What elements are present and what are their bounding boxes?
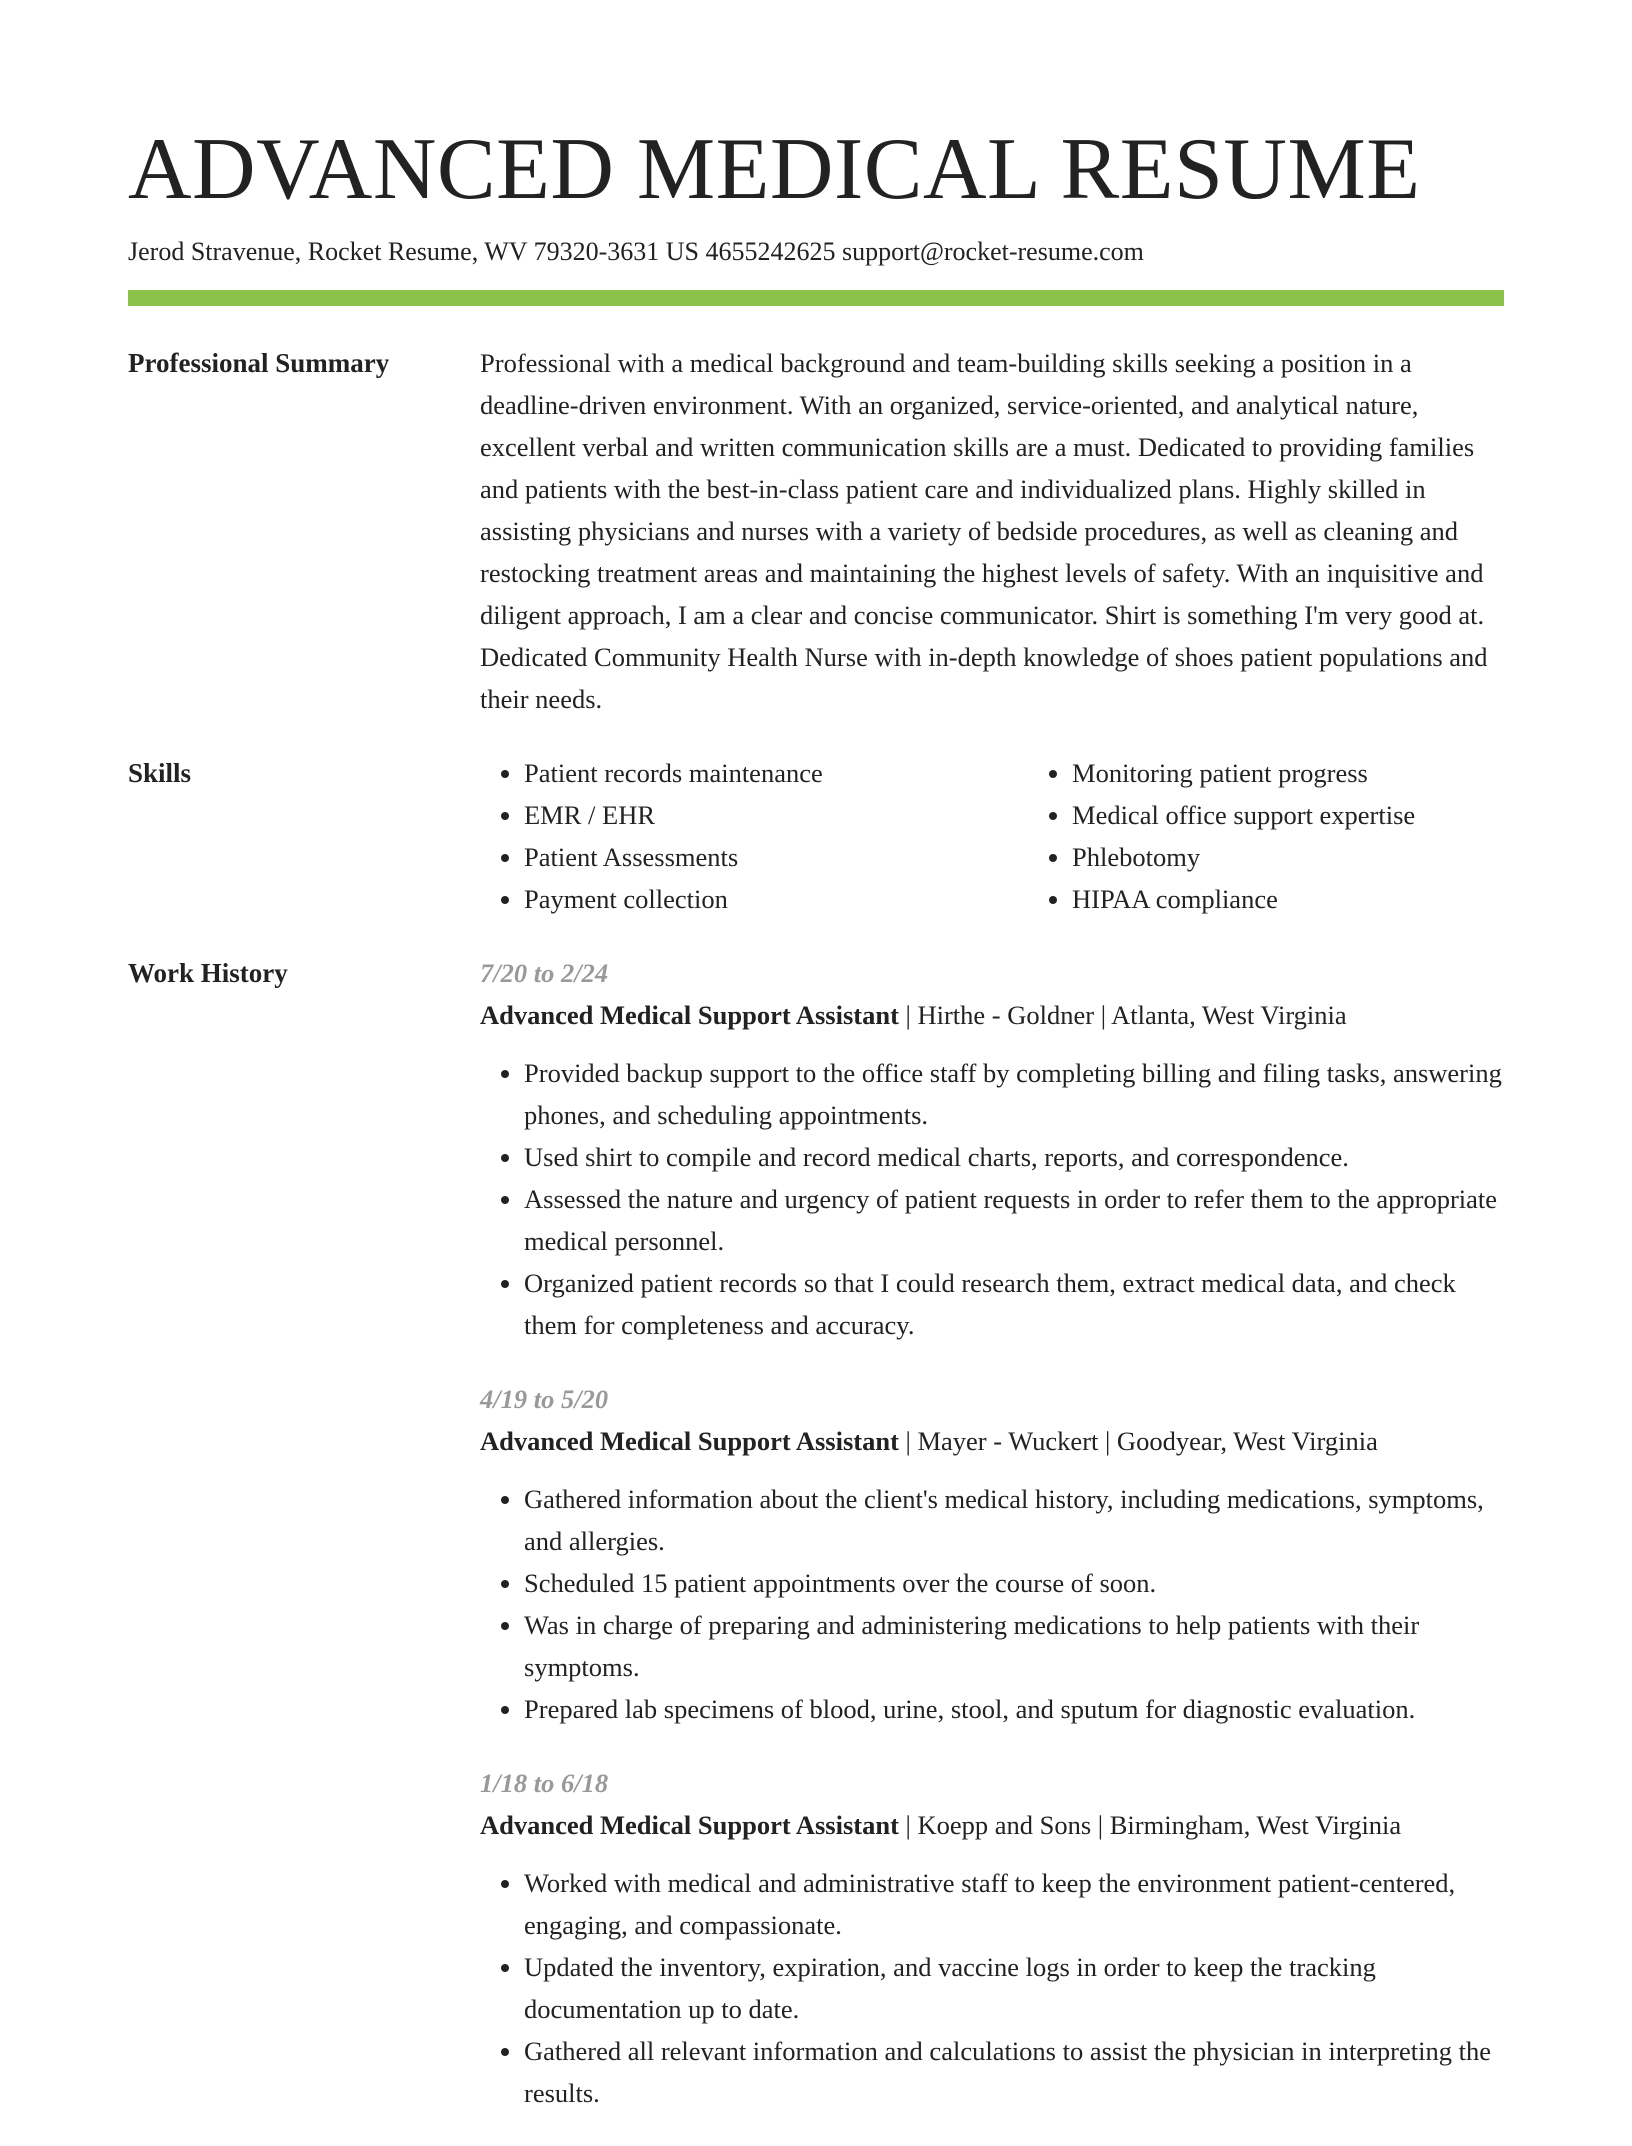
job-bullets	[480, 1478, 1504, 1730]
job-bullets	[480, 1862, 1504, 2114]
contact-line: Jerod Stravenue, Rocket Resume, WV 79320-3631 US 4655242625 support@rocket-resume.com	[128, 237, 1144, 266]
accent-divider	[128, 290, 1504, 306]
job-header	[480, 994, 1504, 1036]
work-history-section	[128, 952, 1504, 2146]
job-details: | Koepp and Sons | Birmingham, West Virginia	[898, 1810, 1402, 1840]
skill-item: • HIPAA compliance	[1072, 878, 1576, 920]
skills-list-left	[480, 752, 1028, 920]
job-bullet: • Scheduled 15 patient appointments over the course of soon.	[524, 1562, 1504, 1604]
job-bullet: • Assessed the nature and urgency of patient requests in order to refer them to the appropriate medical personnel.	[524, 1178, 1504, 1262]
resume-title: ADVANCED MEDICAL RESUME	[128, 121, 1421, 218]
job-entry	[480, 1378, 1504, 1730]
skills-list-right	[1028, 752, 1576, 920]
job-bullet: • Worked with medical and administrative staff to keep the environment patient-centered, engaging, and compassionate.	[524, 1862, 1504, 1946]
section-label-skills: Skills	[128, 758, 192, 788]
job-bullets	[480, 1052, 1504, 1346]
job-bullet: • Gathered all relevant information and calculations to assist the physician in interpreting the results.	[524, 2030, 1504, 2114]
section-label-work-history: Work History	[128, 958, 288, 988]
job-title: Advanced Medical Support Assistant	[480, 1000, 899, 1030]
job-bullet: • Used shirt to compile and record medical charts, reports, and correspondence.	[524, 1136, 1504, 1178]
job-bullet: • Updated the inventory, expiration, and vaccine logs in order to keep the tracking documentation up to date.	[524, 1946, 1504, 2030]
professional-summary-section	[128, 342, 1504, 720]
job-bullet: • Prepared lab specimens of blood, urine, stool, and sputum for diagnostic evaluation.	[524, 1688, 1504, 1730]
summary-text: Professional with a medical background and team-building skills seeking a position in a deadline-driven environment. With an organized, service-oriented, and analytical nature, excellent verbal and written communication skills are a must. Dedicated to providing families and patients with the best-in-class patient care and individualized plans. Highly skilled in assisting physicians and nurses with a variety of bedside procedures, as well as cleaning and restocking treatment areas and maintaining the highest levels of safety. With an inquisitive and diligent approach, I am a clear and concise communicator. Shirt is something I'm very good at. Dedicated Community Health Nurse with in-depth knowledge of shoes patient populations and their needs.	[480, 348, 1488, 714]
job-bullet: • Was in charge of preparing and administering medications to help patients with their symptoms.	[524, 1604, 1504, 1688]
job-bullet: • Gathered information about the client's medical history, including medications, symptoms, and allergies.	[524, 1478, 1504, 1562]
section-label-summary: Professional Summary	[128, 348, 390, 378]
job-title: Advanced Medical Support Assistant	[480, 1426, 899, 1456]
skill-item: • Phlebotomy	[1072, 836, 1576, 878]
skill-item: • Payment collection	[524, 878, 1028, 920]
resume-page	[128, 118, 1504, 2146]
job-dates: 1/18 to 6/18	[480, 1768, 609, 1798]
job-entry	[480, 1762, 1504, 2114]
skill-item: • EMR / EHR	[524, 794, 1028, 836]
job-details: | Hirthe - Goldner | Atlanta, West Virginia	[898, 1000, 1347, 1030]
skill-item: • Patient records maintenance	[524, 752, 1028, 794]
job-header	[480, 1420, 1504, 1462]
job-dates: 7/20 to 2/24	[480, 958, 609, 988]
skill-item: • Monitoring patient progress	[1072, 752, 1576, 794]
job-title: Advanced Medical Support Assistant	[480, 1810, 899, 1840]
job-header	[480, 1804, 1504, 1846]
skill-item: • Medical office support expertise	[1072, 794, 1576, 836]
skill-item: • Patient Assessments	[524, 836, 1028, 878]
job-bullet: • Organized patient records so that I could research them, extract medical data, and check them for completeness and accuracy.	[524, 1262, 1504, 1346]
skills-section	[128, 752, 1504, 920]
job-bullet: • Provided backup support to the office staff by completing billing and filing tasks, answering phones, and scheduling appointments.	[524, 1052, 1504, 1136]
job-entry	[480, 952, 1504, 1346]
job-dates: 4/19 to 5/20	[480, 1384, 609, 1414]
job-details: | Mayer - Wuckert | Goodyear, West Virginia	[898, 1426, 1378, 1456]
